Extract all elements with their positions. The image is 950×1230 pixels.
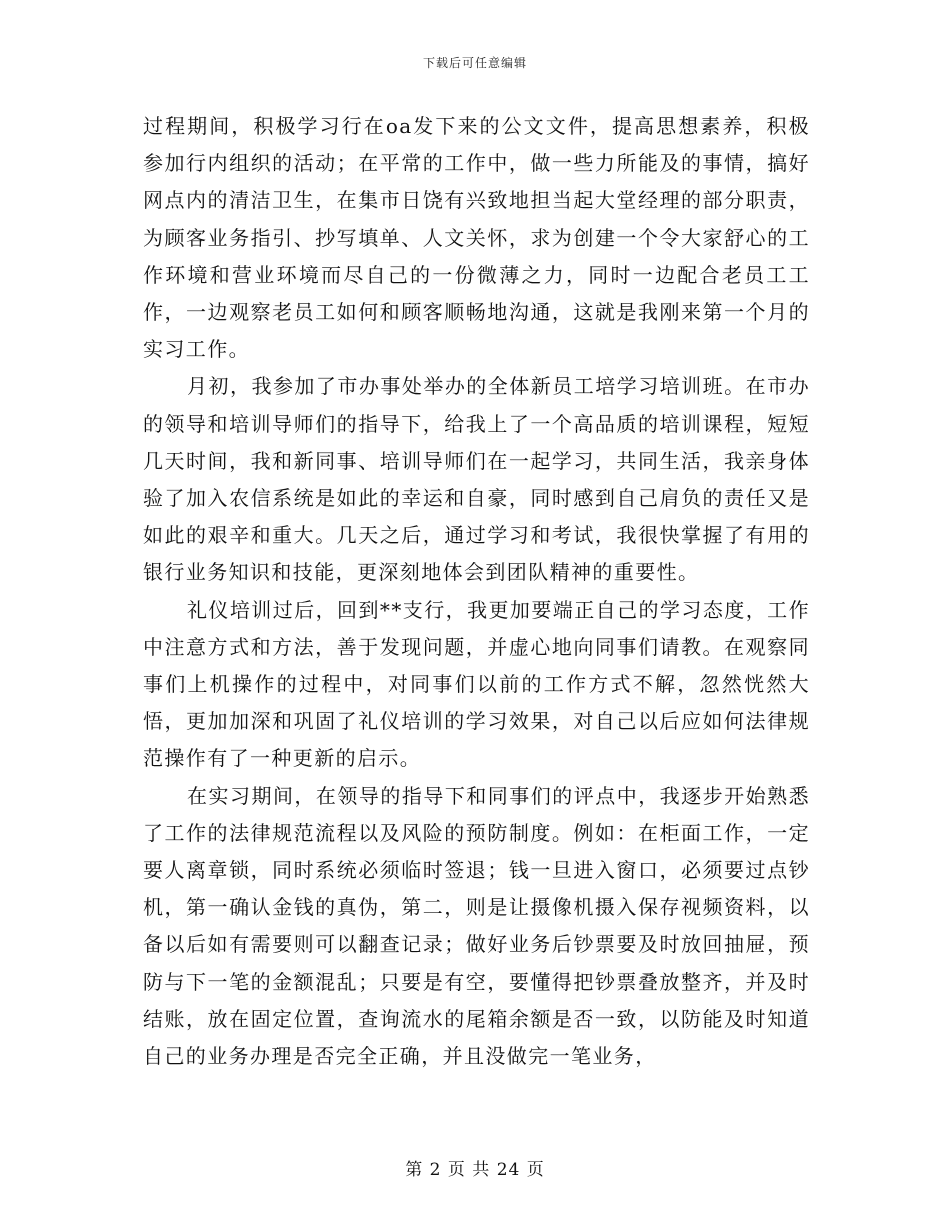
page-header-note: 下载后可任意编辑 bbox=[422, 56, 527, 70]
paragraph-etiquette-training: 礼仪培训过后，回到**支行，我更加要端正自己的学习态度，工作中注意方式和方法，善于发现问题，并虚心地向同事们请教。在观察同事们上机操作的过程中，对同事们以前的工作方式不解，忽然恍然大悟，更加加深和巩固了礼仪培训的学习效果，对自己以后应如何法律规范操作有了一种更新的启示。 bbox=[143, 597, 810, 771]
paragraph-training-class: 月初，我参加了市办事处举办的全体新员工培学习培训班。在市办的领导和培训导师们的指导下，给我上了一个高品质的培训课程，短短几天时间，我和新同事、培训导师们在一起学习，共同生活，我亲身体验了加入农信系统是如此的幸运和自豪，同时感到自己肩负的责任又是如此的艰辛和重大。几天之后，通过学习和考试，我很快掌握了有用的银行业务知识和技能，更深刻地体会到团队精神的重要性。 bbox=[143, 374, 810, 585]
page-number-footer: 第 2 页 共 24 页 bbox=[405, 1160, 545, 1180]
paragraph-continuation: 过程期间，积极学习行在oa发下来的公文文件，提高思想素养，积极参加行内组织的活动；在平常的工作中，做一些力所能及的事情，搞好网点内的清洁卫生，在集市日饶有兴致地担当起大堂经理的部分职责，为顾客业务指引、抄写填单、人文关怀，求为创建一个令大家舒心的工作环境和营业环境而尽自己的一份微薄之力，同时一边配合老员工工作，一边观察老员工如何和顾客顺畅地沟通，这就是我刚来第一个月的实习工作。 bbox=[143, 114, 810, 362]
document-body bbox=[143, 108, 810, 1075]
paragraph-internship-procedures: 在实习期间，在领导的指导下和同事们的评点中，我逐步开始熟悉了工作的法律规范流程以及风险的预防制度。例如：在柜面工作，一定要人离章锁，同时系统必须临时签退；钱一旦进入窗口，必须要过点钞机，第一确认金钱的真伪，第二，则是让摄像机摄入保存视频资料，以备以后如有需要则可以翻查记录；做好业务后钞票要及时放回抽屉，预防与下一笔的金额混乱；只要是有空，要懂得把钞票叠放整齐，并及时结账，放在固定位置，查询流水的尾箱余额是否一致，以防能及时知道自己的业务办理是否完全正确，并且没做完一笔业务， bbox=[143, 783, 810, 1069]
